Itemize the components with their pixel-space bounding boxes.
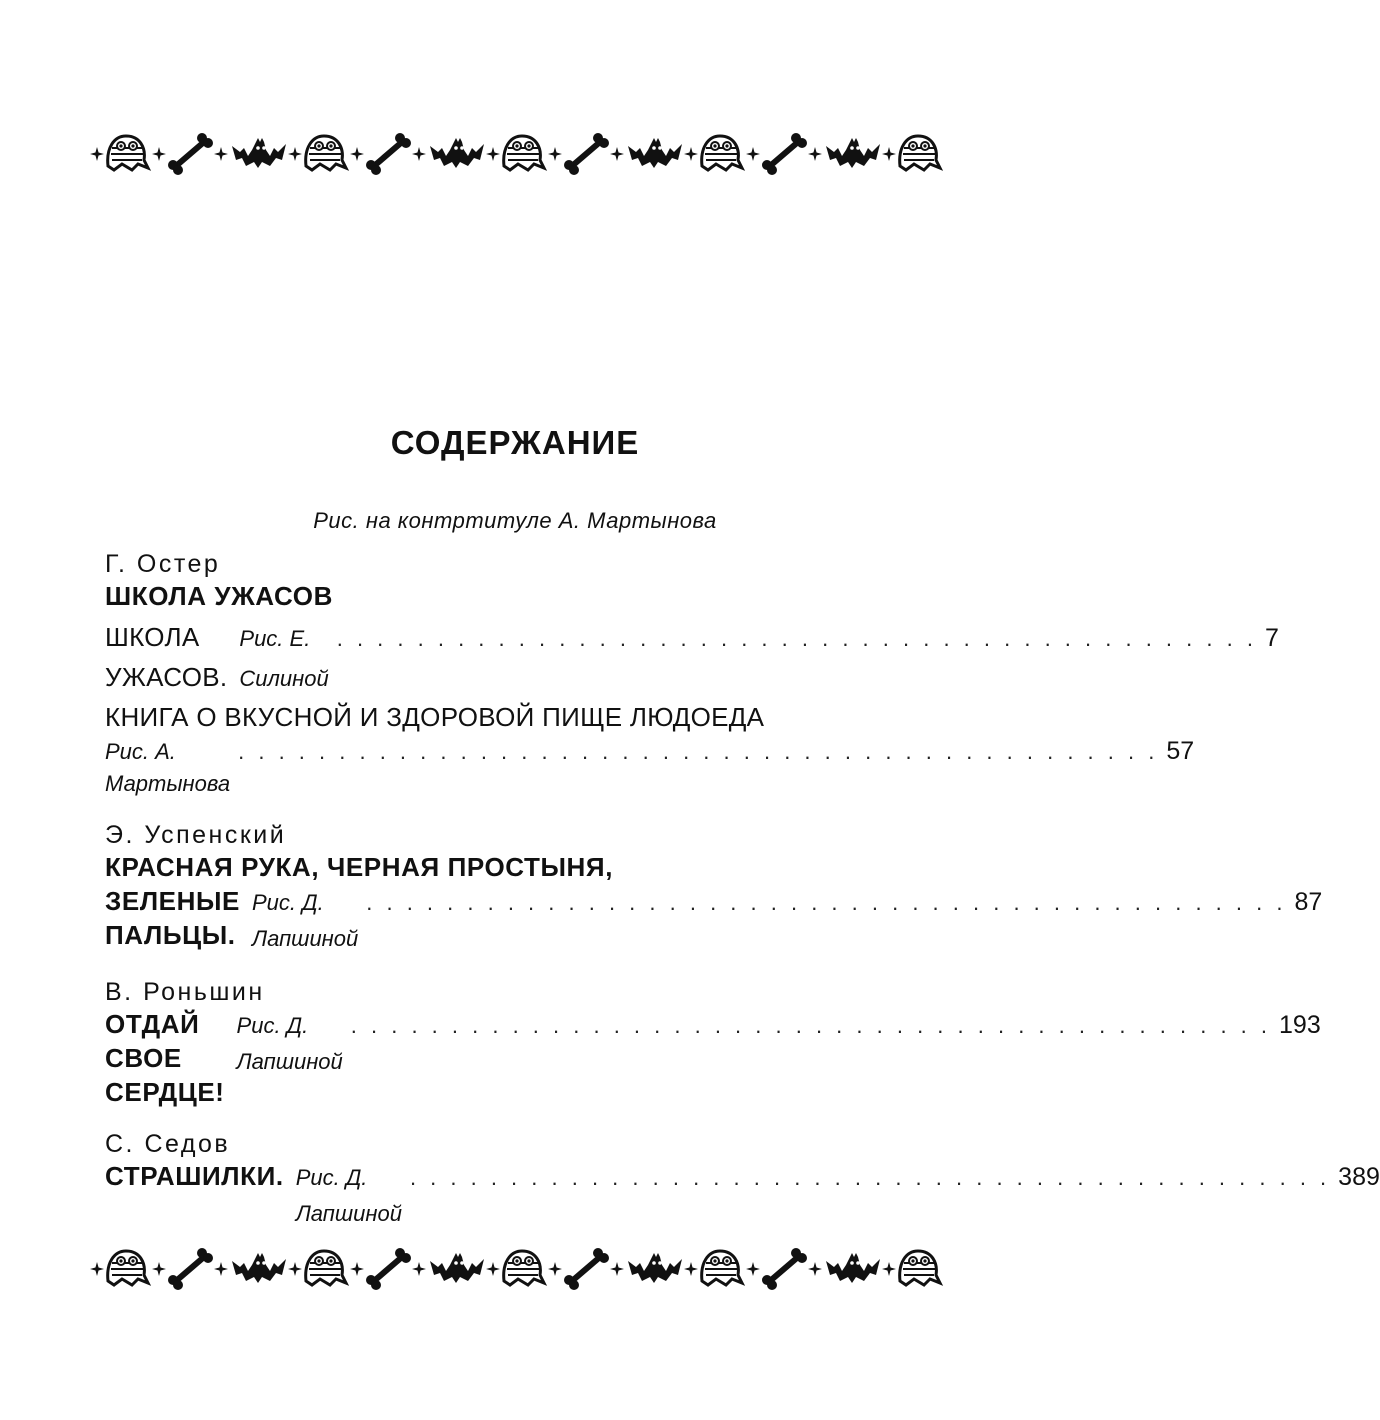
page-number: 7 [1264, 624, 1279, 652]
ghost-icon [306, 1251, 346, 1285]
toc-section-oster [105, 549, 1279, 800]
top-ornament [88, 128, 943, 178]
bat-icon [628, 1253, 682, 1283]
star-icon [486, 1262, 500, 1276]
bat-icon [430, 1253, 484, 1283]
page-number: 193 [1279, 1011, 1321, 1039]
toc-section-uspensky [105, 820, 1323, 957]
star-icon [486, 147, 500, 161]
bone-icon [366, 133, 411, 175]
star-icon [350, 147, 364, 161]
book-heading: ОТДАЙ СВОЕ СЕРДЦЕ! [105, 1009, 225, 1107]
dot-leader: . . . . . . . . . . . . . . . . . . . . . . . . . . . . . . . . . . . . . . . . . . . . . . [366, 890, 1287, 915]
bat-icon [628, 138, 682, 168]
ornament-band [88, 1243, 943, 1293]
ghost-icon [108, 1251, 148, 1285]
bone-icon [168, 1248, 213, 1290]
bone-icon [564, 133, 609, 175]
bone-icon [366, 1248, 411, 1290]
star-icon [882, 147, 896, 161]
frontispiece-credit: Рис. на контртитуле А. Мартынова [313, 508, 717, 533]
star-icon [610, 1262, 624, 1276]
bat-icon [430, 138, 484, 168]
star-icon [412, 1262, 426, 1276]
ornament-band [88, 128, 943, 178]
dot-leader: . . . . . . . . . . . . . . . . . . . . . . . . . . . . . . . . . . . . . . . . . . . . . . [350, 1013, 1272, 1038]
page-number: 87 [1294, 888, 1323, 916]
illustrator-credit: Рис. А. Мартынова [105, 739, 231, 796]
ghost-icon [900, 1251, 940, 1285]
toc-entry[interactable] [105, 735, 1195, 800]
star-icon [214, 1262, 228, 1276]
author-name: Г. Остер [105, 550, 221, 578]
star-icon [882, 1262, 896, 1276]
star-icon [548, 147, 562, 161]
star-icon [288, 147, 302, 161]
star-icon [214, 147, 228, 161]
toc-entry[interactable] [105, 617, 1279, 699]
ghost-icon [504, 136, 544, 170]
ghost-icon [306, 136, 346, 170]
toc-entry[interactable] [105, 1007, 1321, 1109]
toc-section-sedov [105, 1129, 1380, 1232]
page-number: 389 [1338, 1163, 1380, 1191]
star-icon [684, 1262, 698, 1276]
bat-icon [826, 1253, 880, 1283]
star-icon [90, 1262, 104, 1276]
bat-icon [232, 138, 286, 168]
illustrator-credit: Рис. Е. Силиной [239, 626, 329, 691]
page-title: СОДЕРЖАНИЕ [390, 424, 640, 461]
ghost-icon [108, 136, 148, 170]
author-name: С. Седов [105, 1130, 231, 1158]
illustrator-credit: Рис. Д. Лапшиной [295, 1165, 402, 1226]
ghost-icon [702, 1251, 742, 1285]
book-heading: СТРАШИЛКИ. [105, 1161, 284, 1191]
book-heading: ЗЕЛЕНЫЕ ПАЛЬЦЫ. [105, 886, 240, 950]
dot-leader: . . . . . . . . . . . . . . . . . . . . . . . . . . . . . . . . . . . . . . . . . . . . . . [336, 626, 1257, 651]
illustrator-credit: Рис. Д. Лапшиной [252, 890, 359, 951]
dot-leader: . . . . . . . . . . . . . . . . . . . . . . . . . . . . . . . . . . . . . . . . . . . . . . [238, 739, 1159, 764]
star-icon [350, 1262, 364, 1276]
bone-icon [762, 133, 807, 175]
star-icon [808, 1262, 822, 1276]
ghost-icon [504, 1251, 544, 1285]
star-icon [610, 147, 624, 161]
star-icon [746, 147, 760, 161]
ghost-icon [900, 136, 940, 170]
bone-icon [564, 1248, 609, 1290]
toc-section-ronshin [105, 977, 1321, 1109]
star-icon [288, 1262, 302, 1276]
star-icon [152, 147, 166, 161]
star-icon [412, 147, 426, 161]
toc-entry[interactable] [105, 1159, 1380, 1232]
bat-icon [826, 138, 880, 168]
table-of-contents [105, 549, 1380, 1232]
dot-leader: . . . . . . . . . . . . . . . . . . . . . . . . . . . . . . . . . . . . . . . . . . . . . . [409, 1165, 1331, 1190]
book-heading[interactable]: КРАСНАЯ РУКА, ЧЕРНАЯ ПРОСТЫНЯ, [105, 852, 614, 882]
star-icon [746, 1262, 760, 1276]
illustrator-credit: Рис. Д. Лапшиной [236, 1013, 343, 1074]
author-name: В. Роньшин [105, 978, 265, 1006]
star-icon [808, 147, 822, 161]
bone-icon [168, 133, 213, 175]
bottom-ornament [88, 1243, 943, 1293]
star-icon [152, 1262, 166, 1276]
entry-title: ШКОЛА УЖАСОВ. [105, 622, 228, 692]
bone-icon [762, 1248, 807, 1290]
ghost-icon [702, 136, 742, 170]
entry-title[interactable]: КНИГА О ВКУСНОЙ И ЗДОРОВОЙ ПИЩЕ ЛЮДОЕДА [105, 702, 765, 732]
author-name: Э. Успенский [105, 821, 287, 849]
star-icon [684, 147, 698, 161]
bat-icon [232, 1253, 286, 1283]
book-heading: ШКОЛА УЖАСОВ [105, 581, 333, 611]
star-icon [90, 147, 104, 161]
page-number: 57 [1166, 737, 1195, 765]
toc-entry[interactable] [105, 884, 1323, 957]
star-icon [548, 1262, 562, 1276]
